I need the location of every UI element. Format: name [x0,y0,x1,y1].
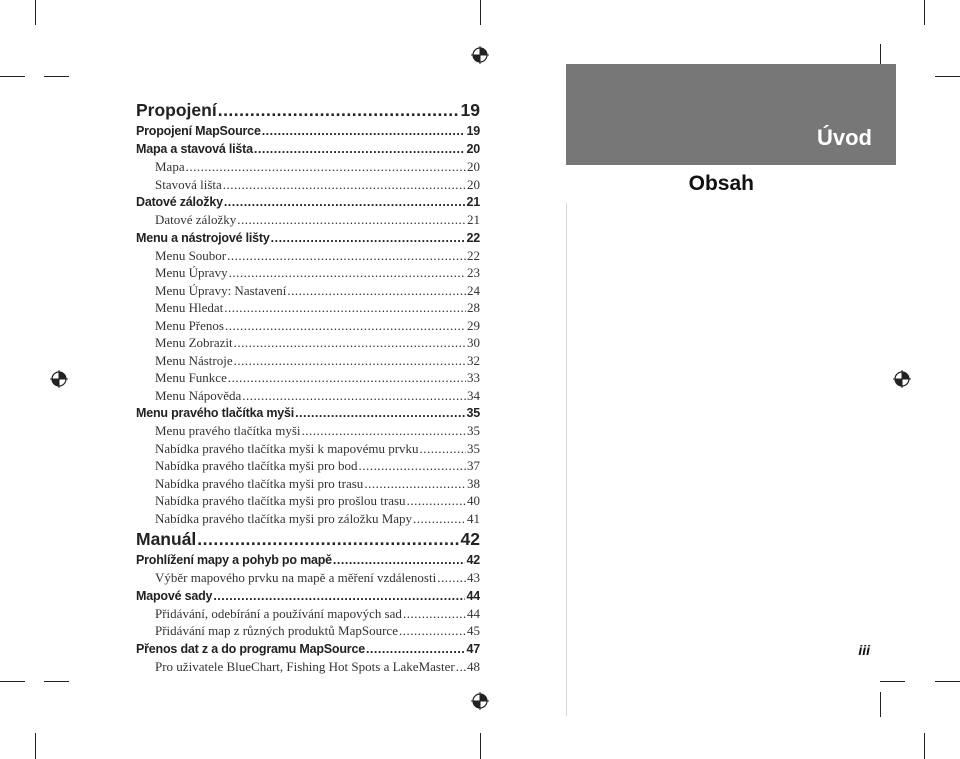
toc-entry-page: 44 [466,588,480,603]
toc-entry-level-2 [136,193,480,211]
toc-entry-page: 30 [467,335,480,350]
page-number: iii [858,642,870,658]
toc-leader-dots [420,440,466,458]
crop-mark [880,681,905,682]
toc-entry-page: 42 [460,529,480,549]
toc-leader-dots [287,282,466,300]
crop-mark [35,733,36,759]
toc-entry-title: Menu Přenos [155,317,224,333]
toc-entry-title: Nabídka pravého tlačítka myši pro prošlou trasu [155,493,406,508]
toc-entry-page: 23 [467,265,480,280]
toc-entry-title: Menu pravého tlačítka myši [136,406,295,420]
toc-entry-level-3 [136,158,480,176]
toc-leader-dots [223,176,466,194]
toc-leader-dots [224,193,466,211]
toc-entry-title: Datové záložky [155,212,237,227]
toc-entry-page: 48 [467,658,480,674]
crop-mark [935,76,960,77]
registration-mark-icon [893,370,911,388]
toc-entry-title: Menu pravého tlačítka myši [155,423,301,438]
toc-entry-page: 35 [466,406,480,420]
toc-entry-title: Přidávání, odebírání a používání mapových sad [155,605,402,621]
toc-entry-page: 41 [467,510,480,526]
toc-entry-page: 43 [467,570,480,585]
toc-entry-page: 24 [467,282,480,298]
crop-mark [480,0,481,25]
toc-entry-level-2 [136,404,480,422]
toc-entry-title: Manuál [136,529,197,549]
crop-mark [924,733,925,759]
crop-mark [0,76,25,77]
page-title: Obsah [688,172,754,195]
toc-entry-level-3 [136,317,480,335]
toc-entry-level-2 [136,229,480,247]
toc-entry-page: 35 [467,440,480,456]
toc-leader-dots [224,299,466,317]
toc-leader-dots [403,605,466,623]
toc-leader-dots [186,158,466,176]
toc-entry-level-3 [136,457,480,475]
toc-entry-level-3 [136,569,480,587]
toc-entry-page: 47 [466,641,480,656]
toc-leader-dots [407,492,466,510]
toc-entry-page: 19 [466,124,480,138]
toc-entry-title: Přidávání map z různých produktů MapSource [155,623,398,638]
toc-leader-dots [227,247,466,265]
toc-entry-title: Mapa a stavová lišta [136,142,253,156]
toc-entry-title: Nabídka pravého tlačítka myši pro trasu [155,475,364,491]
toc-entry-page: 22 [466,230,480,245]
toc-leader-dots [399,622,466,640]
toc-entry-page: 37 [467,458,480,473]
toc-entry-page: 40 [467,493,480,508]
toc-entry-title: Nabídka pravého tlačítka myši pro bod [155,458,358,473]
toc-entry-title: Přenos dat z a do programu MapSource [136,641,365,656]
toc-leader-dots [437,569,466,587]
table-of-contents [136,98,480,675]
crop-mark [924,0,925,25]
toc-entry-level-3 [136,387,480,405]
toc-entry-page: 45 [467,623,480,638]
toc-entry-title: Menu Funkce [155,370,227,385]
toc-leader-dots [262,122,466,140]
toc-entry-level-2 [136,122,480,140]
toc-leader-dots [364,475,466,493]
toc-leader-dots [197,527,459,551]
toc-leader-dots [228,369,466,387]
toc-entry-page: 33 [467,370,480,385]
crop-mark [44,76,69,77]
toc-leader-dots [218,98,460,122]
toc-entry-level-3 [136,475,480,493]
toc-entry-level-2 [136,140,480,158]
toc-entry-page: 29 [467,317,480,333]
toc-entry-title: Menu Zobrazit [155,335,233,350]
toc-leader-dots [242,387,466,405]
crop-mark [480,733,481,759]
toc-entry-level-3 [136,334,480,352]
crop-mark [880,692,881,717]
toc-leader-dots [229,264,466,282]
toc-entry-title: Menu Nápověda [155,387,242,403]
toc-leader-dots [234,352,466,370]
toc-entry-level-3 [136,369,480,387]
toc-entry-level-3 [136,352,480,370]
toc-entry-page: 20 [467,176,480,192]
toc-entry-page: 21 [466,195,480,209]
toc-entry-page: 22 [467,247,480,263]
toc-entry-title: Stavová lišta [155,176,222,192]
toc-entry-title: Propojení [136,100,217,120]
toc-entry-title: Propojení MapSource [136,124,261,138]
toc-leader-dots [237,211,466,229]
toc-entry-level-2 [136,587,480,605]
toc-entry-title: Menu a nástrojové lišty [136,230,270,245]
toc-entry-level-3 [136,658,480,676]
toc-leader-dots [295,404,465,422]
tab-title: Úvod [817,125,872,150]
registration-mark-icon [471,46,489,64]
toc-entry-title: Menu Hledat [155,300,224,315]
toc-entry-page: 32 [467,352,480,368]
toc-entry-title: Datové záložky [136,195,223,209]
toc-entry-level-3 [136,422,480,440]
toc-entry-title: Nabídka pravého tlačítka myši pro záložku Mapy [155,510,413,526]
toc-entry-level-3 [136,176,480,194]
toc-leader-dots [254,140,466,158]
toc-entry-page: 35 [467,423,480,438]
toc-entry-level-3 [136,211,480,229]
registration-mark-icon [50,370,68,388]
crop-mark [35,0,36,25]
toc-entry-level-3 [136,510,480,528]
crop-mark [935,681,960,682]
toc-entry-page: 38 [467,475,480,491]
toc-leader-dots [213,587,465,605]
toc-entry-title: Výběr mapového prvku na mapě a měření vzdálenosti [155,570,437,585]
toc-entry-title: Menu Nástroje [155,352,233,368]
toc-entry-title: Prohlížení mapy a pohyb po mapě [136,553,332,567]
toc-entry-level-3 [136,492,480,510]
toc-entry-page: 34 [467,387,480,403]
toc-entry-level-3 [136,299,480,317]
toc-entry-level-1 [136,98,480,122]
toc-entry-page: 21 [467,212,480,227]
toc-entry-title: Mapa [155,159,185,174]
crop-mark [44,681,69,682]
toc-entry-title: Menu Úpravy [155,265,228,280]
toc-entry-title: Pro uživatele BlueChart, Fishing Hot Spots a LakeMaster [155,658,455,674]
toc-leader-dots [456,658,466,676]
toc-leader-dots [413,510,466,528]
toc-entry-level-3 [136,605,480,623]
toc-entry-title: Nabídka pravého tlačítka myši k mapovému prvku [155,440,419,456]
toc-entry-level-3 [136,282,480,300]
toc-entry-page: 44 [467,605,480,621]
toc-entry-level-3 [136,622,480,640]
toc-leader-dots [271,229,466,247]
toc-entry-page: 19 [460,100,480,120]
toc-entry-level-2 [136,551,480,569]
toc-entry-level-3 [136,264,480,282]
toc-entry-page: 42 [466,553,480,567]
toc-leader-dots [302,422,467,440]
toc-leader-dots [225,317,466,335]
toc-entry-level-3 [136,247,480,265]
toc-entry-title: Mapové sady [136,588,213,603]
toc-entry-level-3 [136,440,480,458]
toc-leader-dots [234,334,466,352]
toc-entry-title: Menu Soubor [155,247,227,263]
toc-entry-level-1 [136,527,480,551]
toc-leader-dots [366,640,466,658]
registration-mark-icon [471,692,489,710]
toc-entry-page: 20 [467,159,480,174]
toc-entry-title: Menu Úpravy: Nastavení [155,282,287,298]
toc-leader-dots [359,457,466,475]
divider [566,203,567,716]
toc-entry-level-2 [136,640,480,658]
toc-entry-page: 20 [466,142,480,156]
toc-entry-page: 28 [467,300,480,315]
toc-leader-dots [333,551,466,569]
crop-mark [0,681,25,682]
